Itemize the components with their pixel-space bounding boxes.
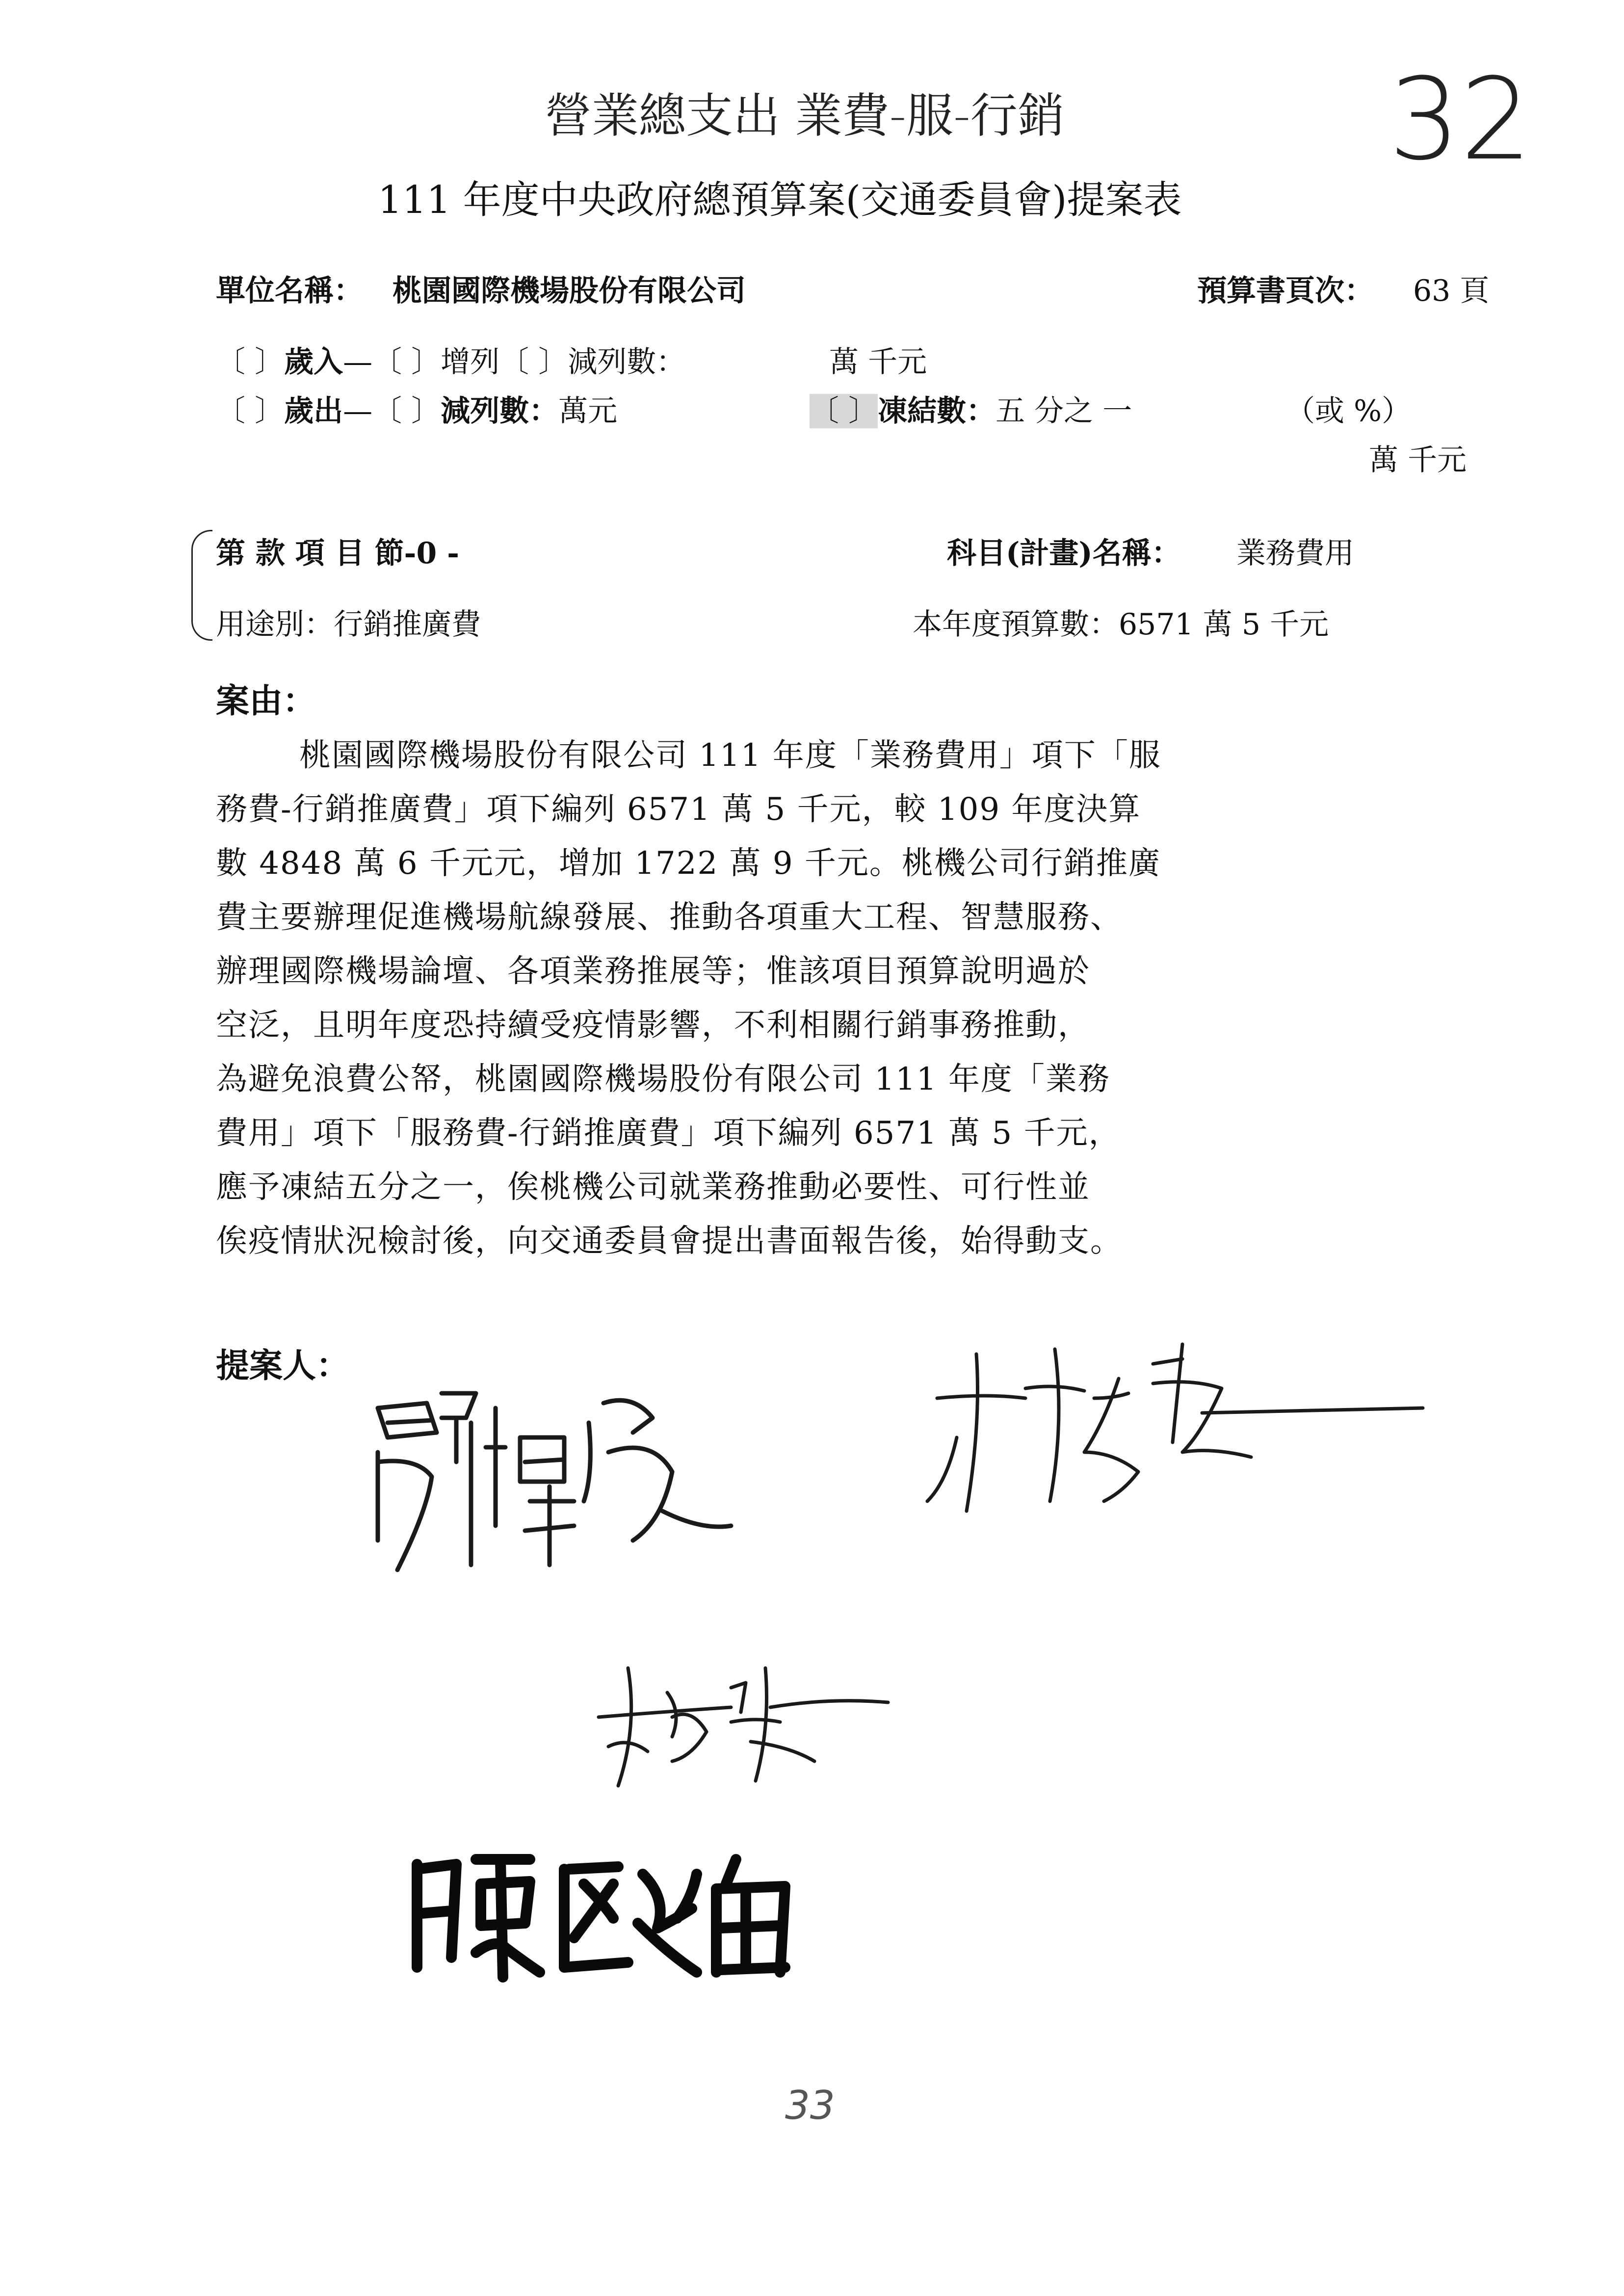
- reason-heading: 案由：: [216, 681, 316, 721]
- expense-row: [216, 388, 617, 430]
- reason-line: 辦理國際機場論壇、各項業務推展等；惟該項目預算說明過於: [216, 953, 1090, 990]
- expense-dash: —: [343, 394, 373, 428]
- freeze-percent: （或 %）: [1285, 394, 1412, 428]
- expense-decrease-bracket: 〔 〕: [372, 394, 441, 428]
- reason-line: 空泛，且明年度恐持續受疫情影響，不利相關行銷事務推動，: [216, 1007, 1090, 1044]
- expense-decrease-label: 減列數：: [441, 394, 559, 428]
- reason-line: 桃園國際機場股份有限公司 111 年度「業務費用」項下「服: [299, 737, 1161, 774]
- income-increase-label: 增列: [441, 345, 500, 379]
- income-increase-bracket: 〔 〕: [372, 345, 441, 379]
- income-row: [216, 339, 685, 381]
- reason-line: 應予凍結五分之一，俟桃機公司就業務推動必要性、可行性並: [216, 1169, 1090, 1205]
- classification-line: 第 款 項 目 節-0 -: [216, 536, 459, 571]
- classification-brace: [191, 530, 212, 641]
- expense-label: 歲出: [284, 394, 343, 428]
- annual-budget: 本年度預算數：6571 萬 5 千元: [913, 607, 1329, 642]
- reason-line: 費用」項下「服務費-行銷推廣費」項下編列 6571 萬 5 千元，: [216, 1115, 1121, 1151]
- reason-line: 費主要辦理促進機場航線發展、推動各項重大工程、智慧服務、: [216, 899, 1123, 936]
- reason-line: 數 4848 萬 6 千元元，增加 1722 萬 9 千元。桃機公司行銷推廣: [216, 845, 1161, 882]
- unit-label: 單位名稱：: [216, 274, 363, 308]
- income-dash: —: [343, 345, 373, 379]
- reason-line: 務費-行銷推廣費」項下編列 6571 萬 5 千元，較 109 年度決算: [216, 791, 1141, 828]
- subject-value: 業務費用: [1236, 536, 1354, 571]
- signature-3: [584, 1639, 898, 1796]
- handwritten-page-number: 32: [1388, 54, 1532, 185]
- purpose-label: 用途別：行銷推廣費: [216, 607, 481, 642]
- reason-line: 為避免浪費公帑，桃園國際機場股份有限公司 111 年度「業務: [216, 1061, 1110, 1097]
- income-amount: 萬 千元: [829, 345, 927, 379]
- budget-page-value: 63 頁: [1413, 274, 1490, 308]
- document-title: 111 年度中央政府總預算案(交通委員會)提案表: [378, 178, 1182, 222]
- signature-4: [402, 1840, 834, 1987]
- expense-amount: 萬元: [558, 394, 618, 428]
- handwritten-category-annotation: 營業總支出 業費-服-行銷: [545, 88, 1065, 143]
- freeze-bracket: 〔 〕: [810, 394, 878, 428]
- income-label: 歲入: [284, 345, 343, 379]
- unit-name: 桃園國際機場股份有限公司: [393, 274, 746, 308]
- freeze-value: 五 分之 一: [995, 394, 1132, 428]
- subject-label: 科目(計畫)名稱：: [947, 536, 1181, 571]
- budget-page-label: 預算書頁次：: [1197, 274, 1374, 308]
- proposer-label: 提案人：: [216, 1346, 350, 1385]
- freeze-amount: 萬 千元: [1369, 443, 1467, 477]
- signature-2: [908, 1325, 1438, 1531]
- reason-line: 俟疫情狀況檢討後，向交通委員會提出書面報告後，始得動支。: [216, 1223, 1123, 1259]
- income-decrease-label: 減列數：: [568, 345, 686, 379]
- income-bracket: 〔 〕: [216, 345, 285, 379]
- expense-bracket: 〔 〕: [216, 394, 285, 428]
- freeze-row: [810, 388, 1132, 430]
- handwritten-bottom-page-number: 33: [785, 2083, 835, 2128]
- signature-1: [358, 1364, 849, 1590]
- income-decrease-bracket: 〔 〕: [499, 345, 568, 379]
- freeze-label: 凍結數：: [878, 394, 996, 428]
